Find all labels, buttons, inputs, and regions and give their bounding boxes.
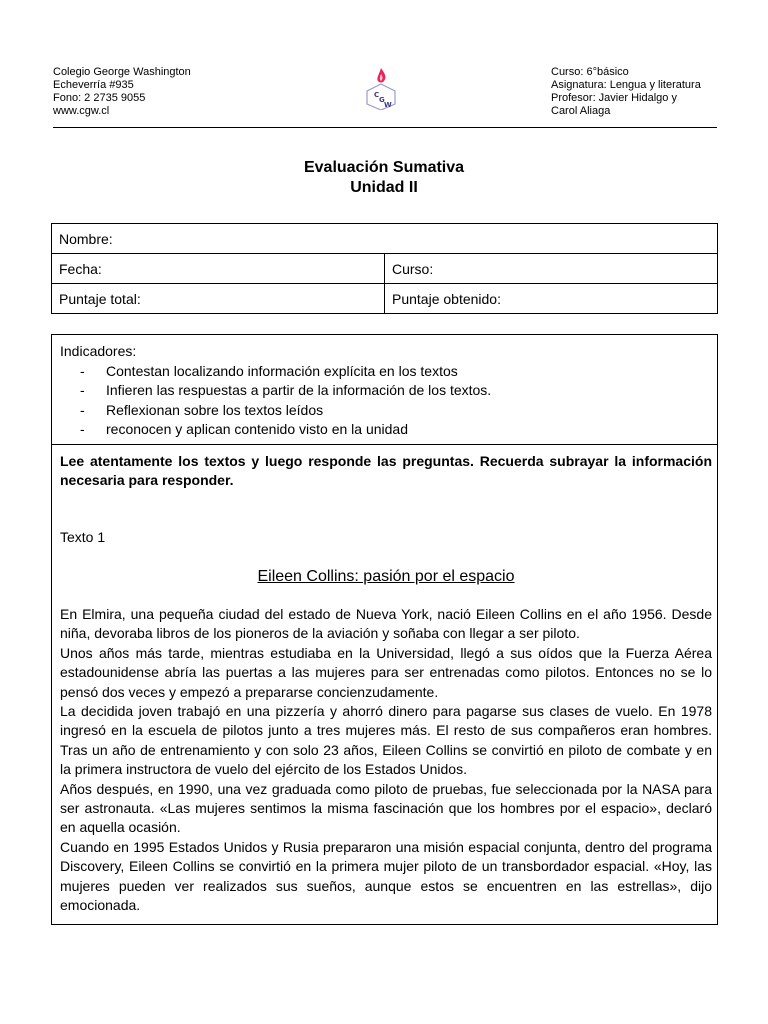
course-subject: Asignatura: Lengua y literatura — [551, 79, 701, 91]
course-info — [551, 66, 701, 118]
reading-box — [51, 444, 718, 925]
puntaje-total-field[interactable]: Puntaje total: — [52, 284, 385, 314]
table-row — [52, 284, 718, 314]
story-title: Eileen Collins: pasión por el espacio — [257, 568, 515, 585]
school-info — [53, 66, 191, 118]
indicator-text: reconocen y aplican contenido visto en la unidad — [106, 421, 408, 437]
school-phone: Fono: 2 2735 9055 — [53, 92, 146, 104]
story-paragraph: La decidida joven trabajó en una pizzería y ahorró dinero para pagarse sus clases de vuelo. En 1978 ingresó en la escuela de pilotos junto a tres mujeres más. El resto de sus compañeros eran hombres. Tras un año de entrenamiento y con solo 23 años, Eileen Collins se convirtió en piloto de combate y en la primera instructora de vuelo del ejército de los Estados Unidos. — [60, 703, 712, 778]
course-grade: Curso: 6°básico — [551, 66, 629, 78]
title-line-2: Unidad II — [350, 179, 418, 196]
page-header — [53, 66, 717, 128]
bullet-dash: - — [80, 362, 85, 379]
nombre-field[interactable]: Nombre: — [52, 224, 718, 254]
list-item — [80, 401, 709, 421]
text-label: Texto 1 — [60, 529, 106, 545]
list-item — [80, 381, 709, 401]
school-logo-icon — [363, 66, 399, 110]
logo-letter-g: G — [379, 96, 385, 104]
student-info-table — [51, 223, 718, 314]
page-title — [0, 158, 768, 198]
course-teacher: Profesor: Javier Hidalgo y — [551, 92, 677, 104]
indicator-text: Infieren las respuestas a partir de la información de los textos. — [106, 382, 492, 398]
table-row — [52, 224, 718, 254]
school-name: Colegio George Washington — [53, 66, 191, 78]
indicators-list — [80, 362, 709, 440]
bullet-dash: - — [80, 421, 85, 437]
curso-field[interactable]: Curso: — [385, 254, 718, 284]
story-paragraph: Años después, en 1990, una vez graduada como piloto de pruebas, fue seleccionada por la NASA para ser astronauta. «Las mujeres sentimos la misma fascinación que los hombres por el espacio», declaró en aquella ocasión. — [60, 780, 712, 836]
school-website: www.cgw.cl — [53, 105, 110, 117]
table-row — [52, 254, 718, 284]
fecha-field[interactable]: Fecha: — [52, 254, 385, 284]
indicator-text: Reflexionan sobre los textos leídos — [106, 401, 324, 418]
story-paragraph: En Elmira, una pequeña ciudad del estado de Nueva York, nació Eileen Collins en el año 1956. Desde niña, devoraba libros de los pioneros de la aviación y soñaba con llegar a ser piloto. — [60, 606, 712, 642]
indicators-heading: Indicadores: — [60, 343, 137, 359]
bullet-dash: - — [80, 382, 85, 398]
school-address: Echeverría #935 — [53, 79, 134, 91]
story-body — [60, 605, 712, 916]
list-item — [80, 362, 709, 382]
logo-letter-c: C — [374, 91, 380, 99]
title-line-1: Evaluación Sumativa — [303, 159, 465, 176]
indicators-box — [51, 334, 718, 445]
puntaje-obtenido-field[interactable]: Puntaje obtenido: — [385, 284, 718, 314]
story-paragraph: Unos años más tarde, mientras estudiaba en la Universidad, llegó a sus oídos que la Fuerza Aérea estadounidense abría las puertas a las mujeres para ser entrenadas como pilotos. Entonces no se lo pensó dos veces y empezó a prepararse concienzudamente. — [60, 644, 712, 700]
indicator-text: Contestan localizando información explícita en los textos — [106, 362, 458, 379]
logo-letter-w: W — [384, 101, 392, 109]
bullet-dash: - — [80, 401, 85, 418]
story-paragraph: Cuando en 1995 Estados Unidos y Rusia prepararon una misión espacial conjunta, dentro del programa Discovery, Eileen Collins se convirtió en la primera mujer piloto de un transbordador espacial. «Hoy, las mujeres pueden ver realizados sus sueños, aunque estos se encuentren en las estrellas», dijo emocionada. — [60, 838, 712, 914]
course-teacher-2: Carol Aliaga — [551, 105, 611, 117]
reading-instruction: Lee atentamente los textos y luego responde las preguntas. Recuerda subrayar la información necesaria para responder. — [60, 453, 712, 488]
list-item — [80, 420, 709, 440]
